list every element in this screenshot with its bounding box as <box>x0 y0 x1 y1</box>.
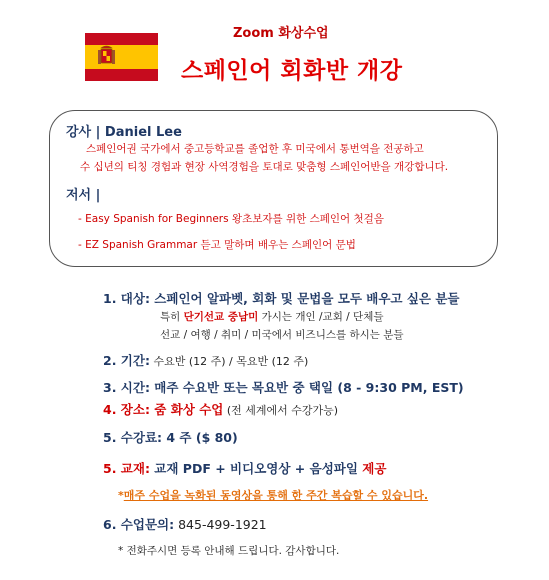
target-line-2: 특히 단기선교 중남미 가시는 개인 /교회 / 단체들 <box>160 311 384 323</box>
review-note: *매주 수업을 녹화된 동영상을 통해 한 주간 복습할 수 있습니다. <box>118 489 429 502</box>
page-title: 스페인어 회화반 개강 <box>181 58 403 84</box>
materials-row: 5. 교재: 교재 PDF + 비디오영상 + 음성파일 제공 <box>103 461 387 476</box>
contact-phone: 845-499-1921 <box>174 517 267 532</box>
target-label: 1. 대상: 스페인어 알파벳, 회화 및 문법을 모두 배우고 싶은 분들 <box>103 291 460 306</box>
class-subtitle: Zoom 화상수업 <box>233 26 329 41</box>
target-highlight: 단기선교 중남미 <box>183 311 259 323</box>
book-item-1: - Easy Spanish for Beginners 왕초보자를 위한 스페인어 첫걸음 <box>78 213 384 225</box>
place-row: 4. 장소: 줌 화상 수업 (전 세계에서 수강가능) <box>103 402 339 417</box>
instructor-label: 강사 | Daniel Lee <box>66 125 182 140</box>
fee-row: 5. 수강료: 4 주 ($ 80) <box>103 430 238 445</box>
instructor-bio-line-1: 스페인어권 국가에서 중고등학교를 졸업한 후 미국에서 통번역을 전공하고 <box>86 143 424 155</box>
time-row: 3. 시간: 매주 수요반 또는 목요반 중 택일 (8 - 9:30 PM, EST) <box>103 380 464 395</box>
contact-row: 6. 수업문의: 845-499-1921 <box>103 517 267 532</box>
target-line-3: 선교 / 여행 / 취미 / 미국에서 비즈니스를 하시는 분들 <box>160 329 404 341</box>
book-item-2: - EZ Spanish Grammar 듣고 말하며 배우는 스페인어 문법 <box>78 239 356 251</box>
materials-value: 교재 PDF + 비디오영상 + 음성파일 <box>149 461 363 476</box>
period-value: 수요반 (12 주) / 목요반 (12 주) <box>149 355 309 368</box>
instructor-bio-line-2: 수 십년의 티칭 경험과 현장 사역경험을 토대로 맞춤형 스페인어반을 개강합니다. <box>80 161 449 173</box>
spain-flag-icon <box>85 33 158 81</box>
period-row: 2. 기간: 수요반 (12 주) / 목요반 (12 주) <box>103 353 309 368</box>
place-value: (전 세계에서 수강가능) <box>223 404 339 417</box>
footer-note: * 전화주시면 등록 안내해 드립니다. 감사합니다. <box>118 545 340 557</box>
books-label: 저서 | <box>66 188 101 203</box>
